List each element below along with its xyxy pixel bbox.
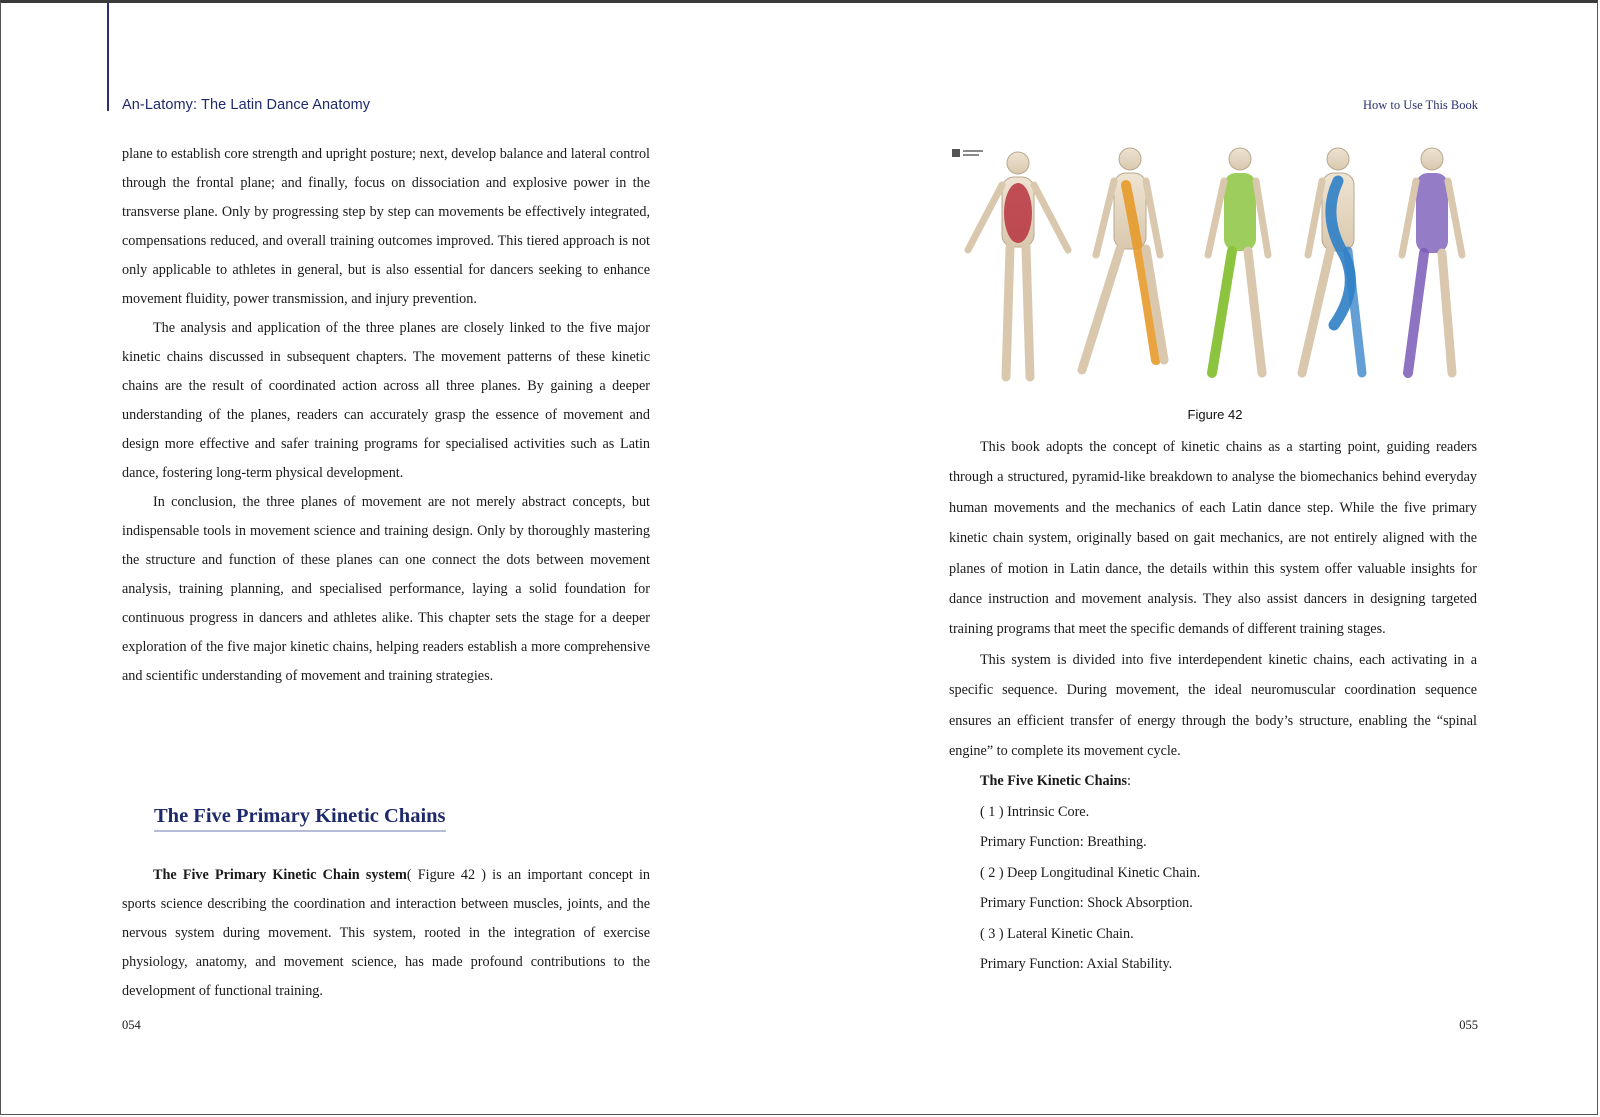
running-header-book-title: An-Latomy: The Latin Dance Anatomy [122,97,371,113]
publisher-logo-icon [952,149,983,157]
figure-caption: Figure 42 [1187,407,1243,422]
anatomy-figure-spiral-chain [1302,148,1362,373]
list-item: Primary Function: Breathing. [980,834,1147,851]
figure-42-kinetic-chains-illustration [950,145,1478,395]
page-number-left: 054 [122,1018,141,1032]
anatomy-figure-deep-longitudinal [1082,148,1164,370]
intro-text: ( Figure 42 ) is an important concept in sports science describing the coordination and interaction between muscles, joints, and the nervous system during movement. This system, rooted in the integration of exercise physiology, anatomy, and movement science, has made profound contributions to the development of functional training. [122,867,650,999]
page-number-right: 055 [1459,1018,1478,1032]
running-header-section-title: How to Use This Book [1362,98,1478,112]
paragraph: In conclusion, the three planes of movement are not merely abstract concepts, but indispensable tools in movement science and training design. Only by thoroughly mastering the structure and function of these planes can one connect the dots between movement analysis, training planning, and specialised performance, laying a solid foundation for continuous progress in dancers and athletes alike. This chapter sets the stage for a deeper exploration of the five major kinetic chains, helping readers establish a more comprehensive and scientific understanding of movement and training strategies. [122,494,650,684]
paragraph: This book adopts the concept of kinetic chains as a starting point, guiding readers through a structured, pyramid-like breakdown to analyse the biomechanics behind everyday human movements and the mechanics of each Latin dance step. While the five primary kinetic chain system, originally based on gait mechanics, are not entirely aligned with the planes of motion in Latin dance, the details within this system offer valuable insights for dance instruction and movement analysis. They also assist dancers in designing targeted training programs that meet the specific demands of different training stages. [949,439,1477,638]
paragraph: The analysis and application of the three planes are closely linked to the five major kinetic chains discussed in subsequent chapters. The movement patterns of these kinetic chains are the result of coordinated action across all three planes. By gaining a deeper understanding of the planes, readers can accurately grasp the essence of movement and design more effective and safer training programs for specialised activities such as Latin dance, fostering long-term physical development. [122,320,650,481]
list-item: ( 1 ) Intrinsic Core. [980,803,1090,820]
list-item: Primary Function: Axial Stability. [980,955,1173,972]
list-heading-text: The Five Kinetic Chains [980,773,1128,790]
list-item: Primary Function: Shock Absorption. [980,895,1193,912]
list-heading [949,766,1477,796]
paragraph [122,861,650,1006]
left-page-body [122,140,650,691]
list-item: ( 2 ) Deep Longitudinal Kinetic Chain. [980,864,1201,881]
header-accent-rule [107,3,109,111]
paragraph: plane to establish core strength and upright posture; next, develop balance and lateral control through the frontal plane; and finally, focus on dissociation and explosive power in the transverse plane. Only by progressing step by step can movements be effectively integrated, compensations reduced, and overall training outcomes improved. This tiered approach is not only applicable to athletes in general, but is also essential for dancers seeking to enhance movement fluidity, power transmission, and injury prevention. [122,146,650,307]
list-heading-colon: : [1127,773,1131,790]
anatomy-figure-posterior-chain [1402,148,1462,373]
right-page-body [949,432,1477,979]
intro-bold-term: The Five Primary Kinetic Chain system [153,867,407,883]
anatomy-figure-lateral-chain [1208,148,1268,373]
anatomy-figure-intrinsic-core [968,152,1068,377]
section-heading: The Five Primary Kinetic Chains [154,805,446,832]
paragraph: This system is divided into five interdependent kinetic chains, each activating in a specific sequence. During movement, the ideal neuromuscular coordination sequence ensures an efficient transfer of energy through the body’s structure, enabling the “spinal engine” to complete its movement cycle. [949,651,1477,760]
list-item: ( 3 ) Lateral Kinetic Chain. [980,925,1134,942]
left-page-intro [122,861,650,1006]
